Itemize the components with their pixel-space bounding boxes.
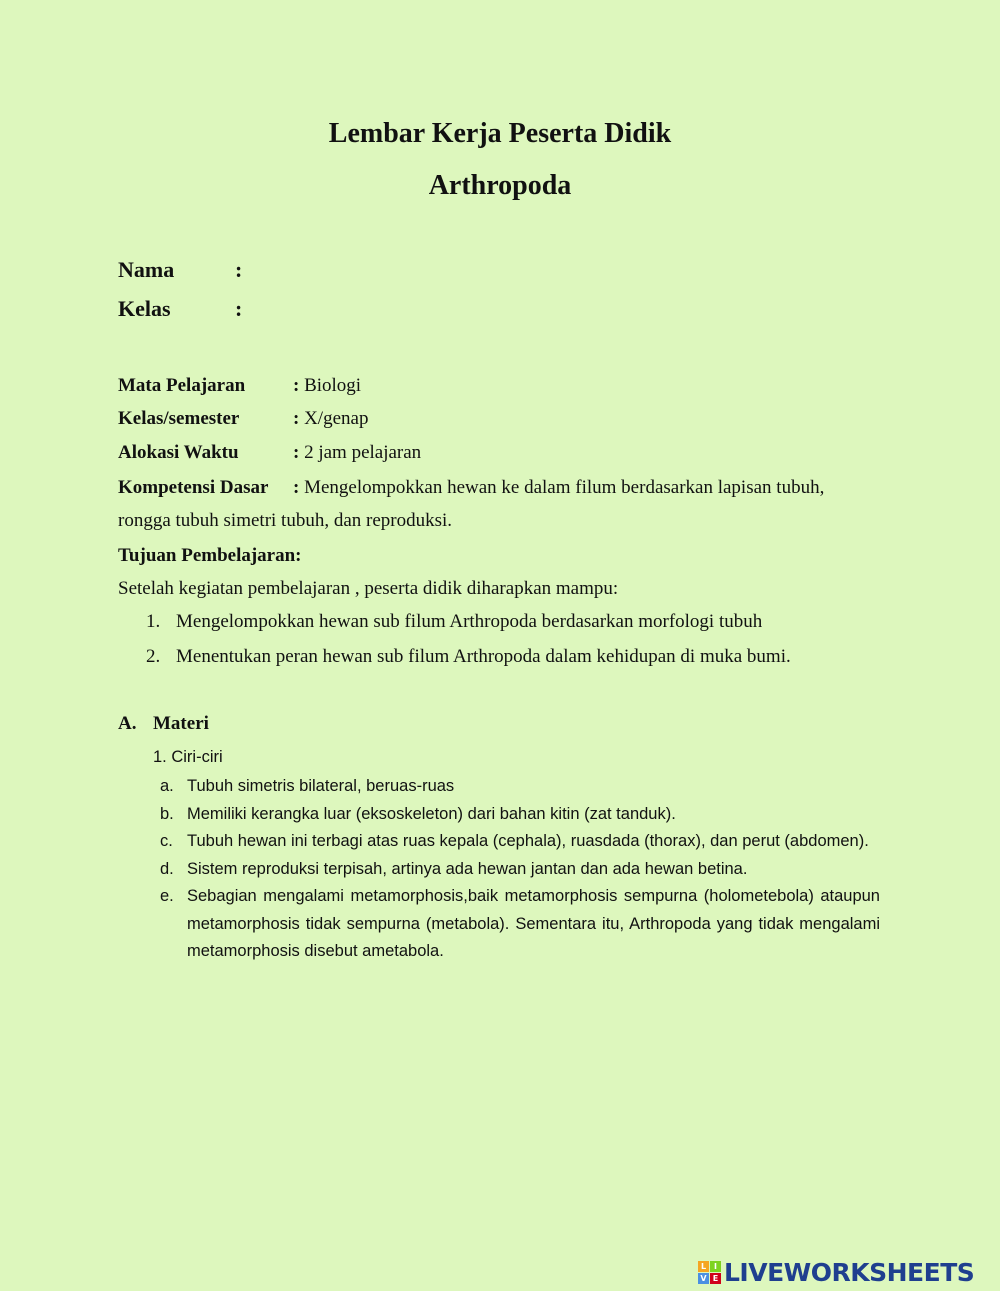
item-text: Memiliki kerangka luar (eksoskeleton) dari bahan kitin (zat tanduk).	[187, 804, 676, 823]
worksheet-title: Lembar Kerja Peserta Didik	[328, 118, 672, 149]
kd-label: Kompetensi Dasar	[118, 477, 269, 498]
item-text: Tubuh hewan ini terbagi atas ruas kepala (cephala), ruasdada (thorax), dan perut (abdomen).	[187, 832, 869, 850]
worksheet-subtitle: Arthropoda	[428, 170, 572, 201]
semester-colon: :	[293, 408, 300, 429]
logo-block: E	[710, 1273, 721, 1284]
time-row	[118, 442, 421, 464]
goal-number: 2.	[146, 646, 161, 667]
item-letter: a.	[160, 777, 174, 795]
subject-colon: :	[293, 375, 300, 396]
liveworksheets-logo	[698, 1258, 974, 1287]
semester-row	[118, 408, 368, 430]
class-colon: :	[235, 296, 243, 321]
item-letter: b.	[160, 804, 174, 823]
class-row	[118, 296, 242, 322]
section-a-number: A.	[118, 713, 137, 734]
time-value: 2 jam pelajaran	[304, 442, 422, 463]
section-a-heading	[118, 713, 209, 735]
goal-text: Mengelompokkan hewan sub filum Arthropoda berdasarkan morfologi tubuh	[176, 611, 763, 632]
kd-continuation: rongga tubuh simetri tubuh, dan reproduksi.	[118, 510, 453, 531]
goals-heading: Tujuan Pembelajaran:	[118, 545, 302, 566]
logo-block: I	[710, 1261, 721, 1272]
subject-value: Biologi	[304, 375, 362, 396]
item-letter: e.	[160, 887, 174, 905]
ciri-list	[160, 773, 880, 966]
goal-item	[146, 611, 762, 633]
semester-value: X/genap	[304, 408, 369, 429]
goal-number: 1.	[146, 611, 161, 632]
item-text: Tubuh simetris bilateral, beruas-ruas	[187, 777, 455, 795]
item-text: Sebagian mengalami metamorphosis,baik metamorphosis sempurna (holometebola) ataupun metamorphosis tidak sempurna (metabola). Sementara itu, Arthropoda yang tidak mengalami metamorphosis disebut ametabola.	[187, 887, 880, 960]
kd-value: Mengelompokkan hewan ke dalam filum berdasarkan lapisan tubuh,	[304, 477, 825, 498]
logo-block: L	[698, 1261, 709, 1272]
list-item	[160, 801, 880, 829]
name-label: Nama	[118, 257, 175, 282]
logo-block: V	[698, 1273, 709, 1284]
kd-colon: :	[293, 477, 300, 498]
list-item	[160, 856, 880, 884]
time-label: Alokasi Waktu	[118, 442, 239, 463]
list-item	[160, 828, 880, 856]
goals-intro: Setelah kegiatan pembelajaran , peserta didik diharapkan mampu:	[118, 578, 619, 599]
subject-label: Mata Pelajaran	[118, 375, 246, 396]
class-label: Kelas	[118, 296, 171, 321]
goal-item	[146, 646, 791, 668]
subsection-ciri: 1. Ciri-ciri	[153, 748, 223, 766]
goal-text: Menentukan peran hewan sub filum Arthropoda dalam kehidupan di muka bumi.	[176, 646, 791, 667]
logo-text: LIVEWORKSHEETS	[724, 1258, 975, 1287]
name-colon: :	[235, 257, 243, 282]
subject-row	[118, 375, 361, 397]
semester-label: Kelas/semester	[118, 408, 240, 429]
list-item	[160, 883, 880, 966]
list-item	[160, 773, 880, 801]
item-letter: c.	[160, 832, 173, 850]
name-row	[118, 257, 242, 283]
item-letter: d.	[160, 859, 174, 878]
kd-row	[118, 477, 824, 499]
logo-blocks-icon	[698, 1261, 721, 1284]
section-a-title: Materi	[153, 713, 209, 734]
time-colon: :	[293, 442, 300, 463]
item-text: Sistem reproduksi terpisah, artinya ada hewan jantan dan ada hewan betina.	[187, 859, 748, 878]
